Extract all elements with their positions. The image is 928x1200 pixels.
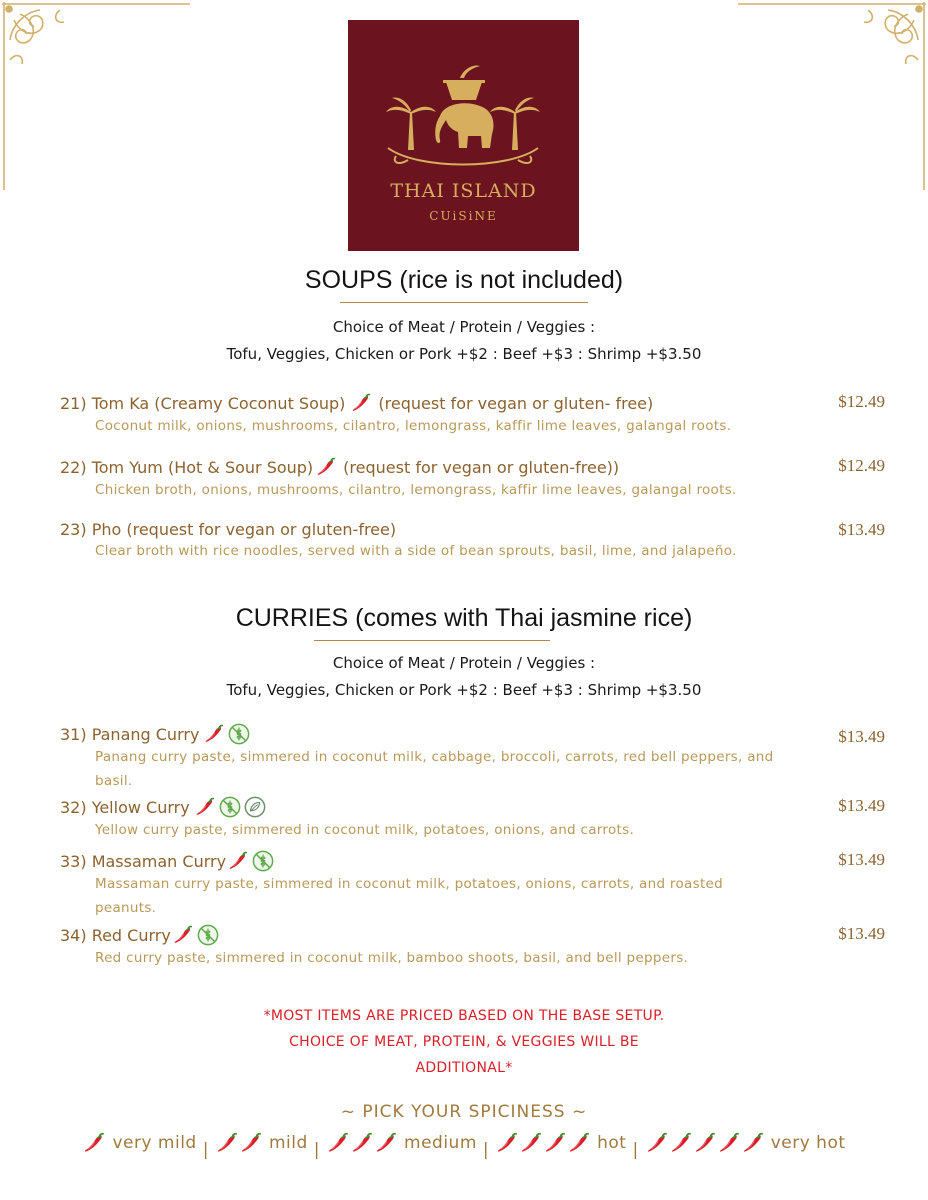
item-note: (request for vegan or gluten-free)) [343, 457, 620, 477]
item-description: Coconut milk, onions, mushrooms, cilantro, lemongrass, kaffir lime leaves, galangal roots. [95, 418, 732, 434]
logo-title: THAI ISLAND [390, 180, 537, 202]
chili-icon [519, 1131, 543, 1155]
item-title: 31) Panang Curry [60, 724, 200, 744]
item-description: Panang curry paste, simmered in coconut milk, cabbage, broccoli, carrots, red bell peppers, and basil. [95, 749, 774, 789]
item-description: Massaman curry paste, simmered in coconut milk, potatoes, onions, carrots, and roasted peanuts. [95, 876, 724, 916]
item-title: 22) Tom Yum (Hot & Sour Soup) [60, 457, 314, 477]
item-price: $13.49 [838, 520, 885, 539]
chili-icon [326, 1131, 350, 1155]
spice-separator: | [313, 1140, 321, 1160]
item-title: 21) Tom Ka (Creamy Coconut Soup) [60, 393, 346, 413]
disclaimer-line3: ADDITIONAL* [415, 1060, 513, 1076]
vegan-leaf-icon [244, 796, 266, 818]
chili-icon [741, 1131, 765, 1155]
item-title: 23) Pho (request for vegan or gluten-free) [60, 520, 397, 539]
item-price: $12.49 [838, 392, 885, 411]
item-description: Clear broth with rice noodles, served with a side of bean sprouts, basil, lime, and jalapeño. [95, 543, 737, 559]
curries-choice-line1: Choice of Meat / Protein / Veggies : [332, 654, 596, 672]
chili-icon [645, 1131, 669, 1155]
curries-divider [314, 640, 550, 641]
chili-icon [82, 1131, 106, 1155]
chili-icon [567, 1131, 591, 1155]
logo-subtitle: CUiSiNE [429, 209, 498, 223]
soups-choice-line2: Tofu, Veggies, Chicken or Pork +$2 : Beef +$3 : Shrimp +$3.50 [226, 345, 702, 363]
menu-item-red-curry [60, 924, 885, 970]
chili-icon [693, 1131, 717, 1155]
menu-item-yellow-curry [60, 796, 885, 842]
menu-item-panang-curry [60, 723, 885, 793]
ornament-corner-right [728, 0, 928, 195]
chili-icon [203, 723, 225, 745]
curries-choice [0, 650, 928, 704]
spice-level-label: medium [404, 1133, 477, 1153]
chili-icon [194, 796, 216, 818]
chili-icon [543, 1131, 567, 1155]
chili-icon [717, 1131, 741, 1155]
item-title: 34) Red Curry [60, 925, 171, 945]
spice-level [82, 1131, 196, 1155]
spice-level-label: very hot [770, 1133, 846, 1153]
chili-icon [239, 1131, 263, 1155]
curries-choice-line2: Tofu, Veggies, Chicken or Pork +$2 : Beef +$3 : Shrimp +$3.50 [226, 681, 702, 699]
chili-icon [495, 1131, 519, 1155]
spice-level-label: hot [597, 1133, 627, 1153]
disclaimer-line2: CHOICE OF MEAT, PROTEIN, & VEGGIES WILL BE [289, 1034, 639, 1050]
soups-heading: SOUPS (rice is not included) [304, 266, 624, 294]
chili-icon [350, 392, 372, 414]
spice-level [326, 1131, 477, 1155]
chili-icon [315, 456, 337, 478]
spice-separator: | [632, 1140, 639, 1160]
item-title: 33) Massaman Curry [60, 851, 227, 871]
ornament-corner-left [0, 0, 200, 195]
curries-heading: CURRIES (comes with Thai jasmine rice) [235, 604, 693, 632]
chili-icon [669, 1131, 693, 1155]
chili-icon [215, 1131, 239, 1155]
item-title: 32) Yellow Curry [60, 797, 190, 817]
soups-choice [0, 314, 928, 368]
gluten-free-icon [252, 850, 274, 872]
menu-item-massaman-curry [60, 850, 885, 920]
spice-level-label: very mild [112, 1133, 197, 1153]
menu-item-tom-yum [60, 456, 885, 502]
restaurant-logo [348, 20, 579, 251]
chili-icon [374, 1131, 398, 1155]
item-price: $12.49 [838, 456, 885, 475]
chili-icon [172, 924, 194, 946]
disclaimer-line1: *MOST ITEMS ARE PRICED BASED ON THE BASE SETUP. [263, 1008, 665, 1024]
spice-level [215, 1131, 308, 1155]
spice-separator: | [482, 1140, 490, 1160]
pricing-disclaimer [0, 1003, 928, 1081]
chili-icon [227, 850, 249, 872]
spiciness-title: ~ PICK YOUR SPICINESS ~ [340, 1102, 588, 1122]
soups-divider [340, 302, 588, 303]
spice-separator: | [202, 1140, 209, 1160]
gluten-free-icon [197, 924, 219, 946]
soups-choice-line1: Choice of Meat / Protein / Veggies : [332, 318, 596, 336]
spice-level-label: mild [268, 1133, 308, 1153]
spiciness-scale [0, 1131, 928, 1160]
item-price: $13.49 [838, 924, 885, 943]
item-description: Chicken broth, onions, mushrooms, cilantro, lemongrass, kaffir lime leaves, galangal roots. [95, 482, 737, 498]
item-note: (request for vegan or gluten- free) [378, 393, 654, 413]
item-price: $13.49 [838, 796, 885, 815]
menu-item-tom-ka [60, 392, 885, 438]
chili-icon [350, 1131, 374, 1155]
menu-item-pho [60, 520, 885, 563]
spice-level [645, 1131, 846, 1155]
item-price: $13.49 [838, 727, 885, 746]
spice-level [495, 1131, 626, 1155]
item-price: $13.49 [838, 850, 885, 869]
gluten-free-icon [219, 796, 241, 818]
gluten-free-icon [228, 723, 250, 745]
item-description: Red curry paste, simmered in coconut milk, bamboo shoots, basil, and bell peppers. [95, 950, 689, 966]
item-description: Yellow curry paste, simmered in coconut milk, potatoes, onions, and carrots. [95, 822, 635, 838]
